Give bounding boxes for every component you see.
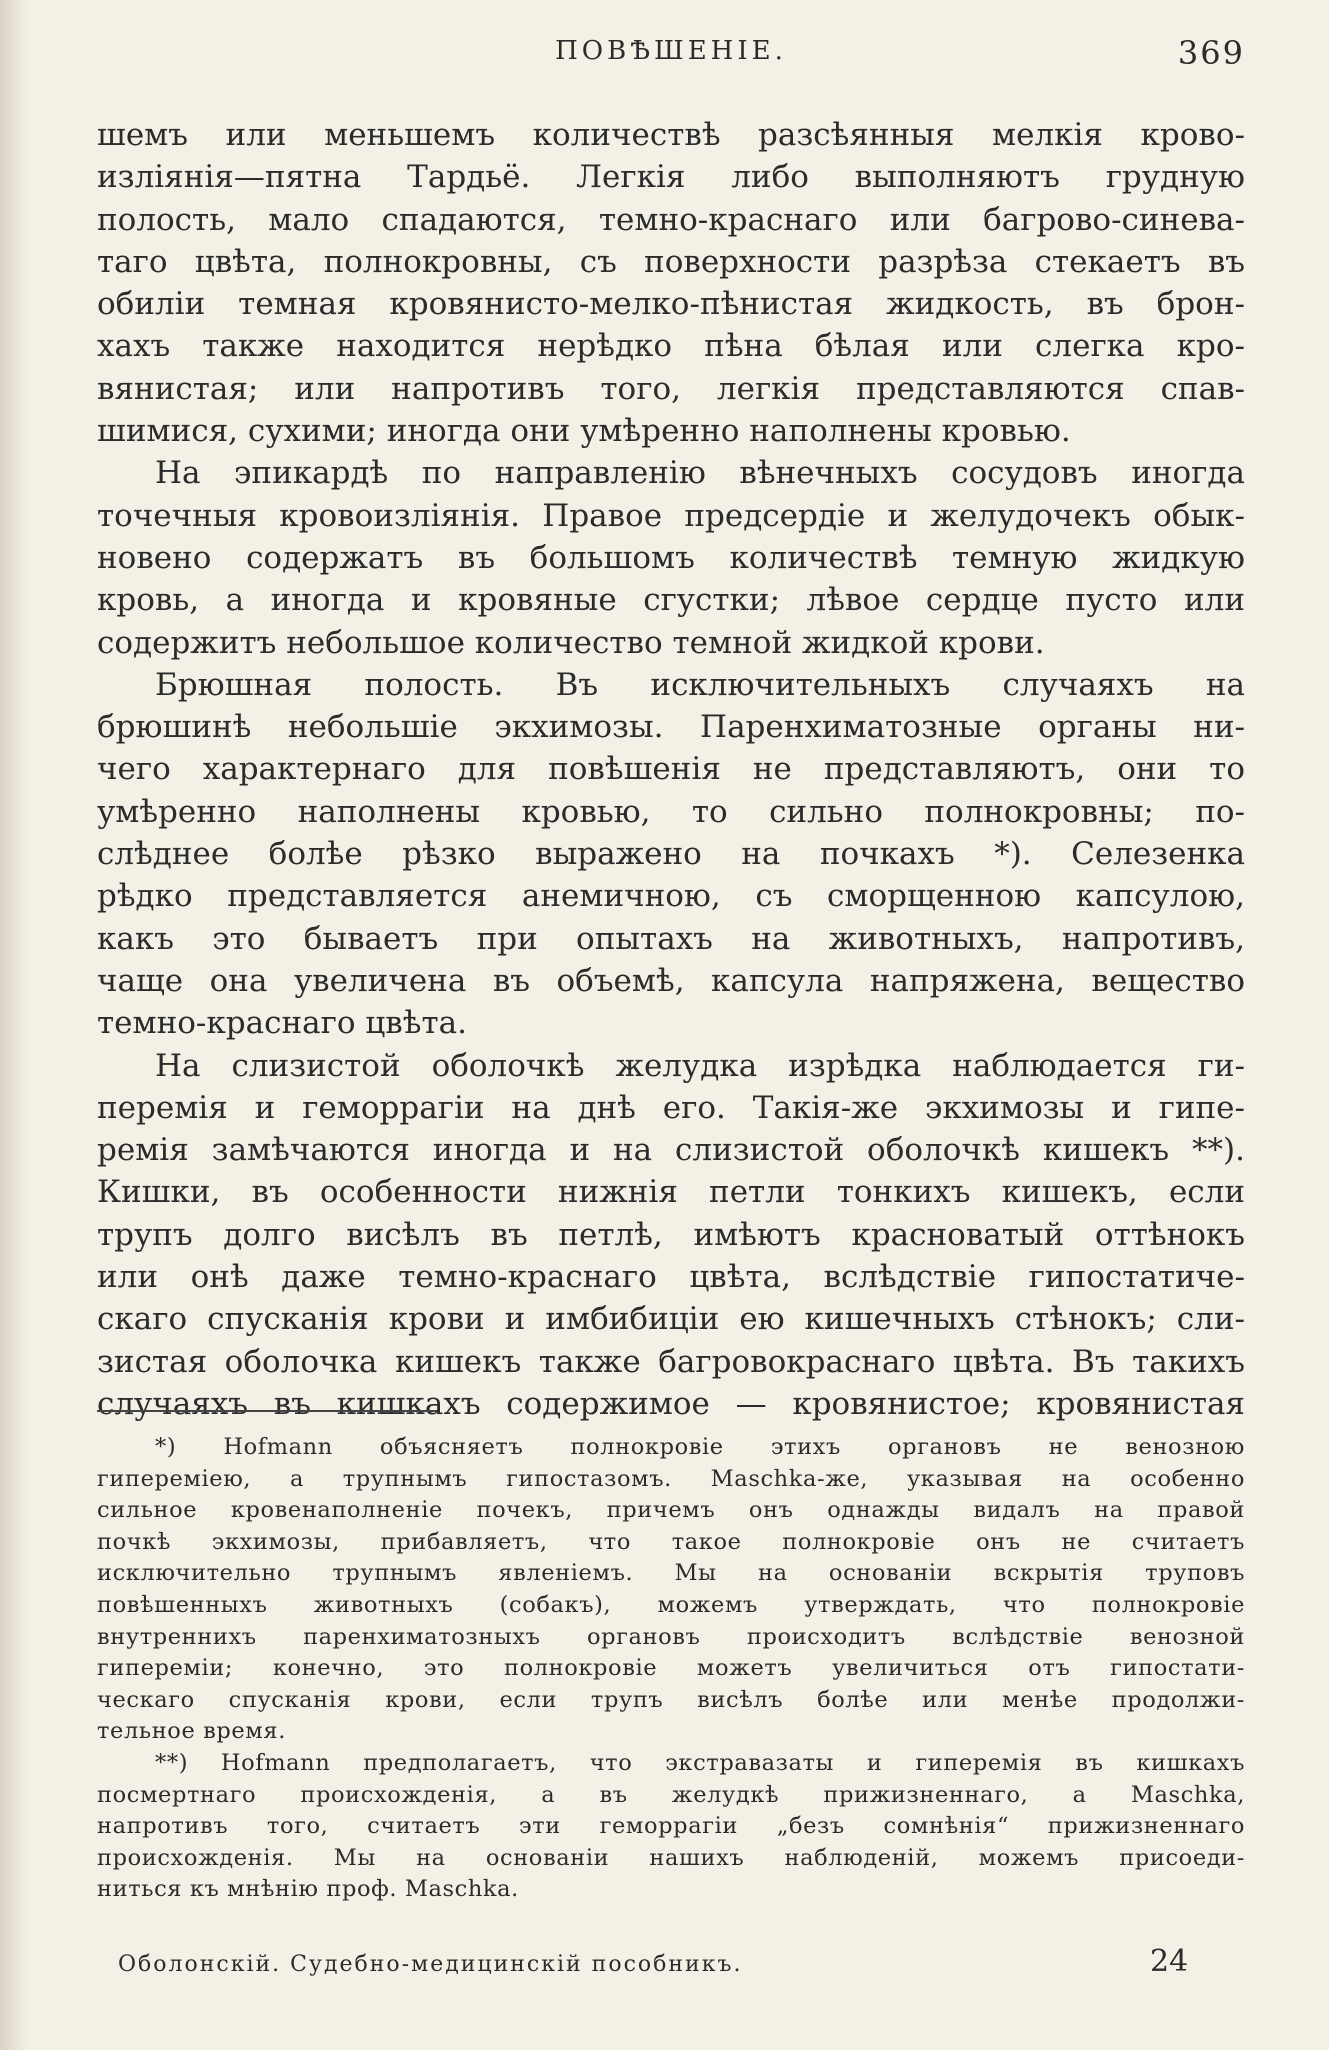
page-number: 369 xyxy=(1177,34,1245,72)
text-line: перемія и геморрагіи на днѣ его. Такія-же экхимозы и гипе- xyxy=(97,1089,1245,1126)
printer-signature: Оболонскій. Судебно-медицинскій пособникъ. xyxy=(118,1952,743,1977)
footnotes xyxy=(97,1432,1245,1906)
text-line: На эпикардѣ по направленію вѣнечныхъ сосудовъ иногда xyxy=(155,455,1245,492)
footnote-line: внутреннихъ паренхиматозныхъ органовъ происходитъ вслѣдствіе венозной xyxy=(97,1623,1245,1650)
text-line: точечныя кровоизліянія. Правое предсердіе и желудочекъ обык- xyxy=(97,497,1245,534)
text-line: шемъ или меньшемъ количествѣ разсѣянныя мелкія крово- xyxy=(97,117,1245,153)
footnote-line: тельное время. xyxy=(97,1718,286,1745)
text-line: На слизистой оболочкѣ желудка изрѣдка наблюдается ги- xyxy=(155,1047,1245,1084)
footnote-line: ческаго спусканія крови, если трупъ висѣлъ болѣе или менѣе продолжи- xyxy=(97,1686,1245,1713)
text-line: кровь, а иногда и кровяные сгустки; лѣвое сердце пусто или xyxy=(97,582,1245,619)
body-text xyxy=(97,114,1245,1425)
footnote-line: гипереміи; конечно, это полнокровіе можетъ увеличиться отъ гипостати- xyxy=(97,1655,1245,1682)
text-line: изліянія—пятна Тардьё. Легкія либо выполняютъ грудную xyxy=(97,159,1245,196)
footnote-line: исключительно трупнымъ явленіемъ. Мы на основаніи вскрытія труповъ xyxy=(97,1560,1245,1587)
text-line: какъ это бываетъ при опытахъ на животныхъ, напротивъ, xyxy=(97,920,1245,957)
text-line: новено содержатъ въ большомъ количествѣ темную жидкую xyxy=(97,539,1245,576)
footnote-line: сильное кровенаполненіе почекъ, причемъ онъ однажды видалъ на правой xyxy=(97,1497,1245,1524)
footnote-line: гипереміею, а трупнымъ гипостазомъ. Maschka-же, указывая на особенно xyxy=(97,1465,1245,1492)
text-line: скаго спусканія крови и имбибиціи ею кишечныхъ стѣнокъ; сли- xyxy=(97,1301,1245,1338)
footnote-line: ниться къ мнѣнію проф. Maschka. xyxy=(97,1876,519,1903)
footnote-line: почкѣ экхимозы, прибавляетъ, что такое полнокровіе онъ не считаетъ xyxy=(97,1528,1245,1555)
text-line: или онѣ даже темно-краснаго цвѣта, вслѣдствіе гипостатиче- xyxy=(97,1259,1245,1296)
text-line: ремія замѣчаются иногда и на слизистой оболочкѣ кишекъ **). xyxy=(97,1132,1245,1169)
text-line: Брюшная полость. Въ исключительныхъ случаяхъ на xyxy=(155,666,1245,703)
text-line: Кишки, въ особенности нижнія петли тонкихъ кишекъ, если xyxy=(97,1174,1245,1211)
footnote-line: напротивъ того, считаетъ эти геморрагіи „безъ сомнѣнія“ прижизненнаго xyxy=(97,1813,1245,1840)
text-line: полость, мало спадаются, темно-краснаго или багрово-синева- xyxy=(97,201,1245,238)
text-line: умѣренно наполнены кровью, то сильно полнокровны; по- xyxy=(97,793,1245,830)
text-line: зистая оболочка кишекъ также багровокраснаго цвѣта. Въ такихъ xyxy=(97,1343,1245,1380)
text-line: шимися, сухими; иногда они умѣренно наполнены кровью. xyxy=(97,413,1071,450)
text-line: хахъ также находится нерѣдко пѣна бѣлая или слегка кро- xyxy=(97,328,1245,365)
footnote-divider xyxy=(97,1410,437,1412)
footnote-line: происхожденія. Мы на основаніи нашихъ наблюденій, можемъ присоеди- xyxy=(97,1844,1245,1871)
text-line: случаяхъ въ кишкахъ содержимое — кровянистое; кровянистая xyxy=(97,1385,1245,1422)
text-line: темно-краснаго цвѣта. xyxy=(97,1005,467,1042)
footnote-line: *) Hofmann объясняетъ полнокровіе этихъ органовъ не венозною xyxy=(155,1434,1245,1460)
text-line: содержитъ небольшое количество темной жидкой крови. xyxy=(97,624,1045,661)
text-line: таго цвѣта, полнокровны, съ поверхности разрѣза стекаетъ въ xyxy=(97,243,1245,280)
text-line: рѣдко представляется анемичною, съ сморщенною капсулою, xyxy=(97,878,1245,915)
running-title: ПОВѢШЕНІЕ. xyxy=(555,36,787,66)
footnote-line: посмертнаго происхожденія, а въ желудкѣ прижизненнаго, а Maschka, xyxy=(97,1781,1245,1808)
text-line: обиліи темная кровянисто-мелко-пѣнистая жидкость, въ брон- xyxy=(97,286,1245,323)
text-line: брюшинѣ небольшіе экхимозы. Паренхиматозные органы ни- xyxy=(97,709,1245,746)
text-line: трупъ долго висѣлъ въ петлѣ, имѣютъ красноватый оттѣнокъ xyxy=(97,1216,1245,1253)
text-line: чего характернаго для повѣшенія не представляютъ, они то xyxy=(97,751,1245,788)
footnote-line: повѣшенныхъ животныхъ (собакъ), можемъ утверждать, что полнокровіе xyxy=(97,1591,1245,1618)
text-line: вянистая; или напротивъ того, легкія представляются спав- xyxy=(97,370,1245,407)
footnote-line: **) Hofmann предполагаетъ, что экстравазаты и гиперемія въ кишкахъ xyxy=(155,1749,1245,1776)
text-line: слѣднее болѣе рѣзко выражено на почкахъ *). Селезенка xyxy=(97,836,1245,873)
sheet-number: 24 xyxy=(1150,1944,1189,1979)
running-head xyxy=(97,34,1245,74)
text-line: чаще она увеличена въ объемѣ, капсула напряжена, вещество xyxy=(97,962,1245,999)
